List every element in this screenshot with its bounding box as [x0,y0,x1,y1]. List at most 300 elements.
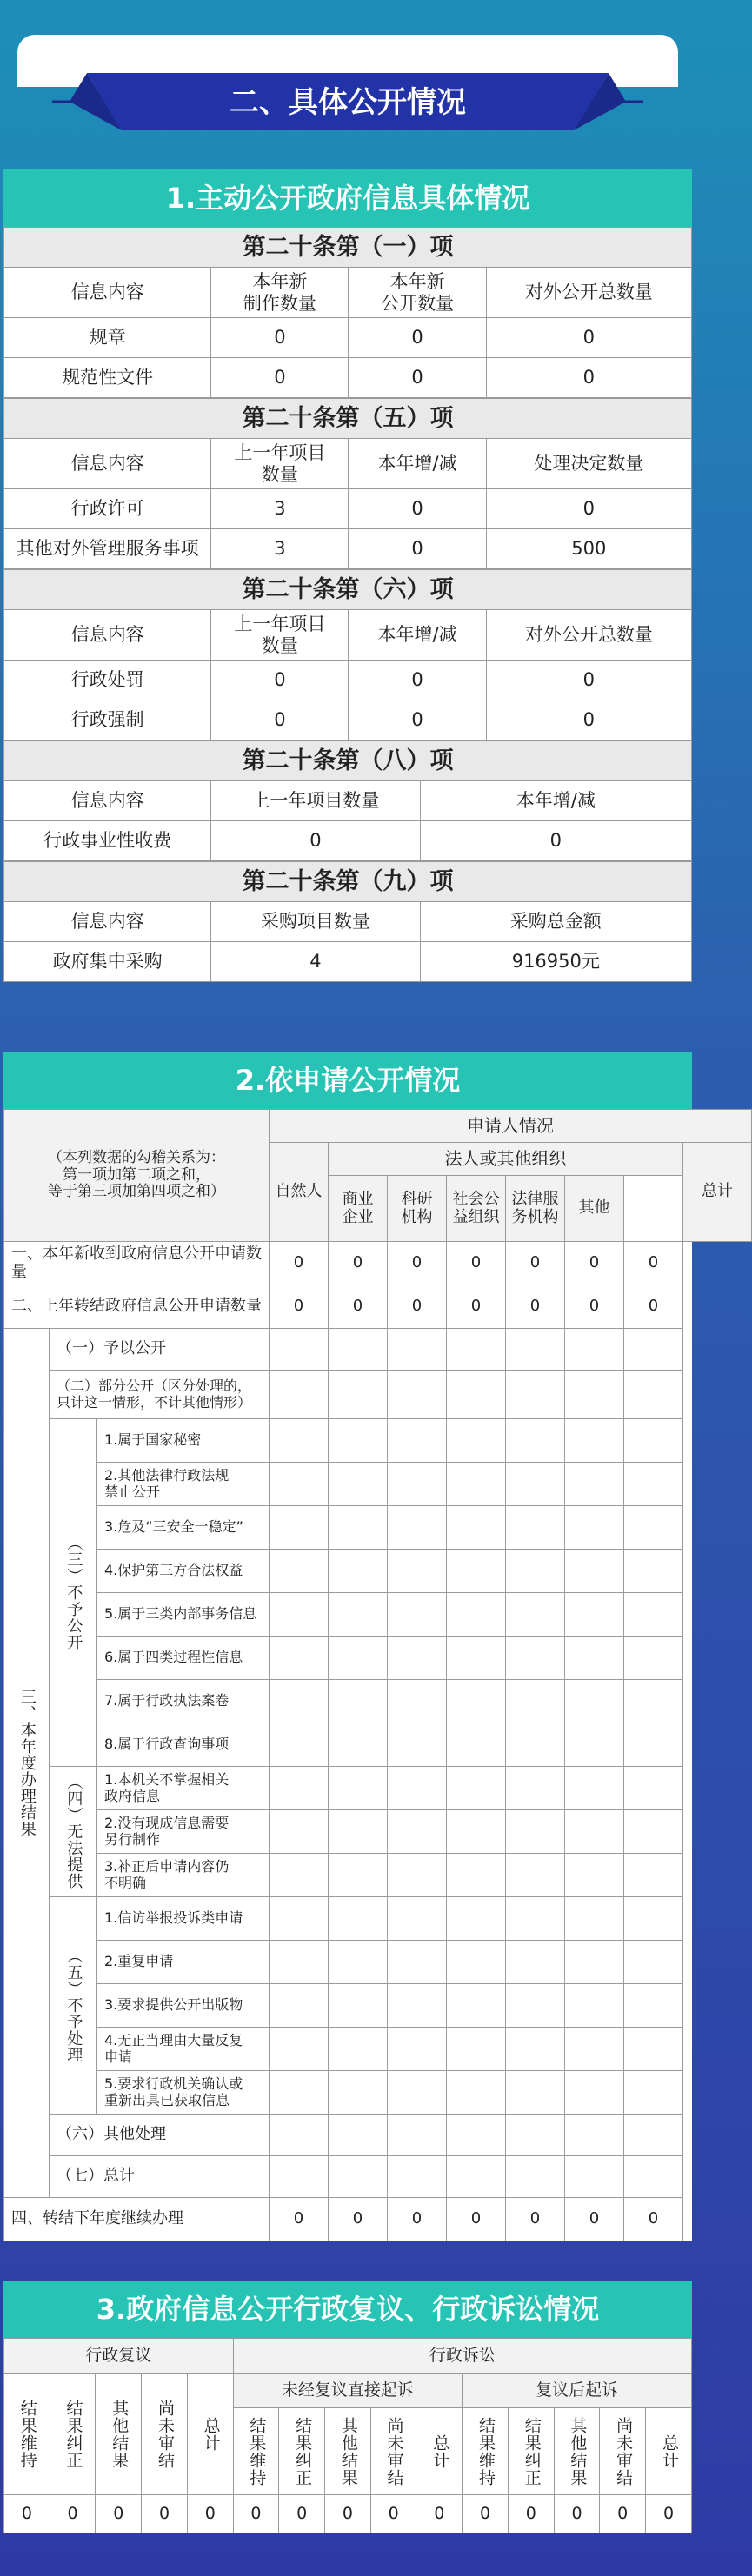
table-cell [388,1593,447,1637]
disclosure-table-g6 [3,569,692,740]
table-row [4,781,692,821]
table-cell: 0 [646,2495,692,2533]
applicant-header: 申请人情况 [270,1110,752,1143]
column-header: 结果纠正 [279,2408,325,2495]
column-header: 结果维持 [233,2408,279,2495]
table-cell: 0 [370,2495,416,2533]
table-cell [329,1637,388,1680]
table-cell [447,2071,506,2115]
table-cell: 0 [506,1285,565,1329]
table-row [4,1329,752,1371]
row-label: （六）其他处理 [50,2115,270,2156]
table-cell [447,1419,506,1463]
disclosure-table-g9 [3,861,692,982]
table-row [4,1854,752,1897]
row-label: 4.保护第三方合法权益 [97,1550,270,1593]
column-header: 本年增/减 [349,439,486,489]
table-cell: 规范性文件 [4,358,211,398]
table-cell: 0 [565,1242,624,1285]
table-cell [388,2028,447,2071]
table-cell: 0 [211,661,349,700]
column-header: 商业 企业 [329,1176,388,1242]
table-cell: 0 [388,1242,447,1285]
row-label: 5.属于三类内部事务信息 [97,1593,270,1637]
table-cell [624,1506,683,1550]
table-cell [624,1984,683,2028]
row-label: 3.要求提供公开出版物 [97,1984,270,2028]
table-cell [506,1506,565,1550]
table-cell: 3 [211,489,349,529]
table-row [4,661,692,700]
table-cell [329,1897,388,1941]
table-cell [329,1680,388,1723]
table-cell [447,2115,506,2156]
table-cell: 0 [187,2495,233,2533]
table-cell: 0 [329,1242,388,1285]
table-cell [447,2028,506,2071]
table-cell: 0 [506,1242,565,1285]
table-cell [388,2156,447,2198]
table-cell [388,1371,447,1419]
table-cell [447,2156,506,2198]
table-cell [388,1941,447,1984]
table-cell: 0 [486,489,691,529]
table-cell: 0 [329,1285,388,1329]
banner-title: 二、具体公开情况 [230,85,466,120]
table-cell: 0 [565,1285,624,1329]
table-row [4,2071,752,2115]
table-cell [624,1680,683,1723]
table-cell [506,1680,565,1723]
table-cell [329,1593,388,1637]
row-label: （二）部分公开（区分处理的， 只计这一情形，不计其他情形） [50,1371,270,1419]
table-cell [447,1723,506,1767]
table-cell: 0 [349,489,486,529]
table-cell: 规章 [4,318,211,358]
row-label: 1.信访举报投诉类申请 [97,1897,270,1941]
table-cell [270,1941,329,1984]
column-header: 上一年项目 数量 [211,439,349,489]
table-cell [506,1329,565,1371]
table-cell [270,1680,329,1723]
table-cell [388,1463,447,1506]
table-cell: 500 [486,529,691,569]
table-cell [565,1371,624,1419]
column-header: 其他结果 [554,2408,600,2495]
table-cell: 0 [447,1242,506,1285]
column-header: 本年新 制作数量 [211,268,349,318]
table-cell [270,1463,329,1506]
column-header: 其他结果 [325,2408,371,2495]
table-cell [329,1984,388,2028]
review-litigation-title: 3.政府信息公开行政复议、行政诉讼情况 [3,2281,692,2338]
table-row [4,1550,752,1593]
table-cell [270,1984,329,2028]
table-row [4,1637,752,1680]
table-cell [624,2071,683,2115]
table-cell [329,1810,388,1854]
table-cell: 其他对外管理服务事项 [4,529,211,569]
table-row [4,1110,752,1143]
table-cell [329,2071,388,2115]
column-header: 尚未审结 [600,2408,646,2495]
table-row [4,358,692,398]
table-cell [388,2115,447,2156]
table-row [4,2198,752,2241]
table-cell [506,1550,565,1593]
section-banner [52,71,643,132]
column-header: 采购总金额 [420,902,691,942]
table-cell [388,1637,447,1680]
table-cell [506,2071,565,2115]
table-cell [624,2115,683,2156]
table-row [4,399,692,439]
table-cell: 0 [211,358,349,398]
row-label: 1.属于国家秘密 [97,1419,270,1463]
column-header: 信息内容 [4,439,211,489]
table-cell [565,1419,624,1463]
table-cell [506,1767,565,1810]
table-cell [270,1854,329,1897]
table-cell [447,1680,506,1723]
column-header: 尚未审结 [142,2374,188,2495]
table-cell [388,1506,447,1550]
table-cell [624,1550,683,1593]
table-row [4,1506,752,1550]
table-cell [447,1463,506,1506]
subgroup-label: （三）不予公开 [50,1419,97,1767]
column-header: 总计 [187,2374,233,2495]
table-cell [270,1371,329,1419]
table-cell [270,1897,329,1941]
table-row [4,1984,752,2028]
table-cell: 0 [416,2495,463,2533]
table-cell: 0 [211,821,420,861]
column-header: 社会公 益组织 [447,1176,506,1242]
table-cell [329,1463,388,1506]
table-row [4,1767,752,1810]
table-cell [565,1463,624,1506]
table-cell: 4 [211,942,420,982]
table-cell [624,1371,683,1419]
table-cell [329,1941,388,1984]
row-label: 四、转结下年度继续办理 [4,2198,270,2241]
row-label: 1.本机关不掌握相关 政府信息 [97,1767,270,1810]
table-cell [506,1854,565,1897]
application-disclosure-title: 2.依申请公开情况 [3,1052,692,1109]
table-cell: 0 [211,700,349,740]
table-cell [565,1329,624,1371]
table-row [4,1419,752,1463]
row-label: 2.没有现成信息需要 另行制作 [97,1810,270,1854]
table-cell [506,1984,565,2028]
table-cell: 0 [388,1285,447,1329]
table-row [4,700,692,740]
table-row [4,902,692,942]
column-header: 信息内容 [4,610,211,661]
table-cell [329,1767,388,1810]
table-cell [565,1810,624,1854]
table-cell: 0 [270,1242,329,1285]
table-row [4,318,692,358]
table-cell [329,1371,388,1419]
table-cell: 行政强制 [4,700,211,740]
table-cell [565,1593,624,1637]
table-cell [624,2028,683,2071]
column-header: 信息内容 [4,902,211,942]
table-row [4,2156,752,2198]
table-row [4,741,692,781]
column-header: 结果纠正 [508,2408,554,2495]
table-cell: 0 [96,2495,142,2533]
table-cell: 916950元 [420,942,691,982]
table-cell: 0 [506,2198,565,2241]
table-cell: 0 [349,358,486,398]
table-cell [624,1810,683,1854]
table-cell [506,2156,565,2198]
table-cell [270,1593,329,1637]
table-cell: 0 [624,1242,683,1285]
table-cell [565,1680,624,1723]
table-cell [270,1810,329,1854]
disclosure-table-g8 [3,740,692,861]
row-label: 2.重复申请 [97,1941,270,1984]
table-cell [506,2115,565,2156]
table-cell [565,1854,624,1897]
row-label: 一、本年新收到政府信息公开申请数量 [4,1242,270,1285]
column-header: 总计 [683,1143,752,1242]
table-cell: 0 [233,2495,279,2533]
table-row [4,1242,752,1285]
column-header: 信息内容 [4,781,211,821]
disclosure-table-g1 [3,227,692,398]
table-cell [447,1637,506,1680]
direct-suit-header: 未经复议直接起诉 [233,2374,463,2408]
column-header: 科研 机构 [388,1176,447,1242]
table-cell [329,1550,388,1593]
table-cell [388,1723,447,1767]
column-header: 本年增/减 [420,781,691,821]
litigation-header: 行政诉讼 [233,2339,691,2374]
table-cell: 0 [624,1285,683,1329]
table-cell [565,1897,624,1941]
table-cell: 0 [565,2198,624,2241]
column-header: 上一年项目数量 [211,781,420,821]
table-cell [624,1897,683,1941]
table-row [4,1285,752,1329]
table-cell: 0 [486,318,691,358]
table-cell: 0 [349,529,486,569]
table-cell [565,1984,624,2028]
table-cell [506,1723,565,1767]
column-header: 采购项目数量 [211,902,420,942]
table-cell [506,1419,565,1463]
table-cell [624,1593,683,1637]
table-cell: 0 [270,1285,329,1329]
table-cell: 0 [349,318,486,358]
row-label: 3.补正后申请内容仍 不明确 [97,1854,270,1897]
column-header: 尚未审结 [370,2408,416,2495]
row-label: 7.属于行政执法案卷 [97,1680,270,1723]
table-cell [270,2156,329,2198]
table-cell: 0 [508,2495,554,2533]
table-cell [270,2028,329,2071]
subgroup-label: （五）不予处理 [50,1897,97,2115]
column-header: 上一年项目 数量 [211,610,349,661]
table-cell: 3 [211,529,349,569]
table-cell: 0 [447,2198,506,2241]
table-cell: 行政事业性收费 [4,821,211,861]
table-cell [624,1767,683,1810]
column-header: 处理决定数量 [486,439,691,489]
table-cell: 0 [420,821,691,861]
table-cell [624,1723,683,1767]
table-cell [388,1329,447,1371]
table-row [4,228,692,268]
table-cell [388,1984,447,2028]
table-cell [388,1810,447,1854]
table-cell: 0 [463,2495,509,2533]
table-row [4,942,692,982]
table-cell [447,1371,506,1419]
table-cell: 0 [600,2495,646,2533]
table-cell [506,1637,565,1680]
table-cell [329,1723,388,1767]
table-cell [565,1506,624,1550]
active-disclosure-title: 1.主动公开政府信息具体情况 [3,169,692,227]
column-header: 自然人 [270,1143,329,1242]
review-header: 行政复议 [4,2339,234,2374]
clause-title: 第二十条第（五）项 [4,399,692,439]
table-cell: 0 [142,2495,188,2533]
column-header: 总计 [646,2408,692,2495]
table-cell [447,1506,506,1550]
column-header: 结果维持 [463,2408,509,2495]
column-header: 法律服 务机构 [506,1176,565,1242]
table-cell [506,1941,565,1984]
table-cell: 0 [50,2495,96,2533]
table-row [4,1723,752,1767]
table-cell [447,1810,506,1854]
column-header: 结果纠正 [50,2374,96,2495]
column-header: 对外公开总数量 [486,610,691,661]
table-row [4,2374,692,2408]
table-cell [624,1419,683,1463]
table-cell [329,1506,388,1550]
table-cell [388,1550,447,1593]
application-disclosure-section [3,1052,734,2241]
table-cell [565,1550,624,1593]
column-header: 对外公开总数量 [486,268,691,318]
legal-header: 法人或其他组织 [329,1143,683,1176]
column-header: 结果维持 [4,2374,50,2495]
application-table [3,1109,752,2241]
note-cell: （本列数据的勾稽关系为： 第一项加第二项之和， 等于第三项加第四项之和） [4,1110,270,1242]
table-row [4,439,692,489]
table-row [4,1810,752,1854]
table-cell [270,2071,329,2115]
column-header: 本年增/减 [349,610,486,661]
table-cell: 政府集中采购 [4,942,211,982]
table-cell [506,1463,565,1506]
table-cell [329,2115,388,2156]
row-label: 4.无正当理由大量反复 申请 [97,2028,270,2071]
row-label: 6.属于四类过程性信息 [97,1637,270,1680]
table-row [4,1680,752,1723]
table-cell [270,1637,329,1680]
table-row [4,862,692,902]
column-header: 本年新 公开数量 [349,268,486,318]
row-label: 3.危及“三安全一稳定” [97,1506,270,1550]
table-cell [270,1550,329,1593]
result-group-label: 三、本年度办理结果 [4,1329,50,2198]
table-cell [506,1810,565,1854]
table-cell [447,1897,506,1941]
table-cell [565,2071,624,2115]
table-cell [624,2156,683,2198]
column-header: 信息内容 [4,268,211,318]
table-cell [447,1550,506,1593]
table-cell [506,1371,565,1419]
table-cell: 0 [624,2198,683,2241]
table-cell [565,2028,624,2071]
table-row [4,1941,752,1984]
table-cell [270,1723,329,1767]
table-cell: 0 [486,358,691,398]
table-row [4,1371,752,1419]
table-cell: 0 [486,700,691,740]
table-cell: 0 [4,2495,50,2533]
table-row [4,489,692,529]
table-row [4,610,692,661]
table-cell: 0 [211,318,349,358]
table-cell: 0 [486,661,691,700]
table-cell [565,1941,624,1984]
table-cell: 0 [447,1285,506,1329]
table-cell [506,1897,565,1941]
table-cell [329,2028,388,2071]
table-cell [270,1506,329,1550]
table-row [4,2115,752,2156]
table-row [4,2028,752,2071]
clause-title: 第二十条第（六）项 [4,570,692,610]
column-header: 总计 [416,2408,463,2495]
table-cell [270,1419,329,1463]
table-cell [447,1329,506,1371]
table-cell [565,2156,624,2198]
table-cell [388,1767,447,1810]
table-row [4,821,692,861]
after-review-header: 复议后起诉 [463,2374,692,2408]
table-cell: 0 [349,661,486,700]
table-cell: 行政许可 [4,489,211,529]
table-cell [624,1941,683,1984]
table-row [4,1897,752,1941]
table-cell: 0 [325,2495,371,2533]
table-row [4,1463,752,1506]
table-cell [447,1984,506,2028]
column-header: 其他结果 [96,2374,142,2495]
table-row [4,2495,692,2533]
clause-title: 第二十条第（一）项 [4,228,692,268]
row-label: 5.要求行政机关确认或 重新出具已获取信息 [97,2071,270,2115]
row-label: （一）予以公开 [50,1329,270,1371]
column-header: 其他 [565,1176,624,1242]
row-label: 8.属于行政查询事项 [97,1723,270,1767]
table-row [4,2339,692,2374]
table-cell [388,2071,447,2115]
table-cell [506,1593,565,1637]
